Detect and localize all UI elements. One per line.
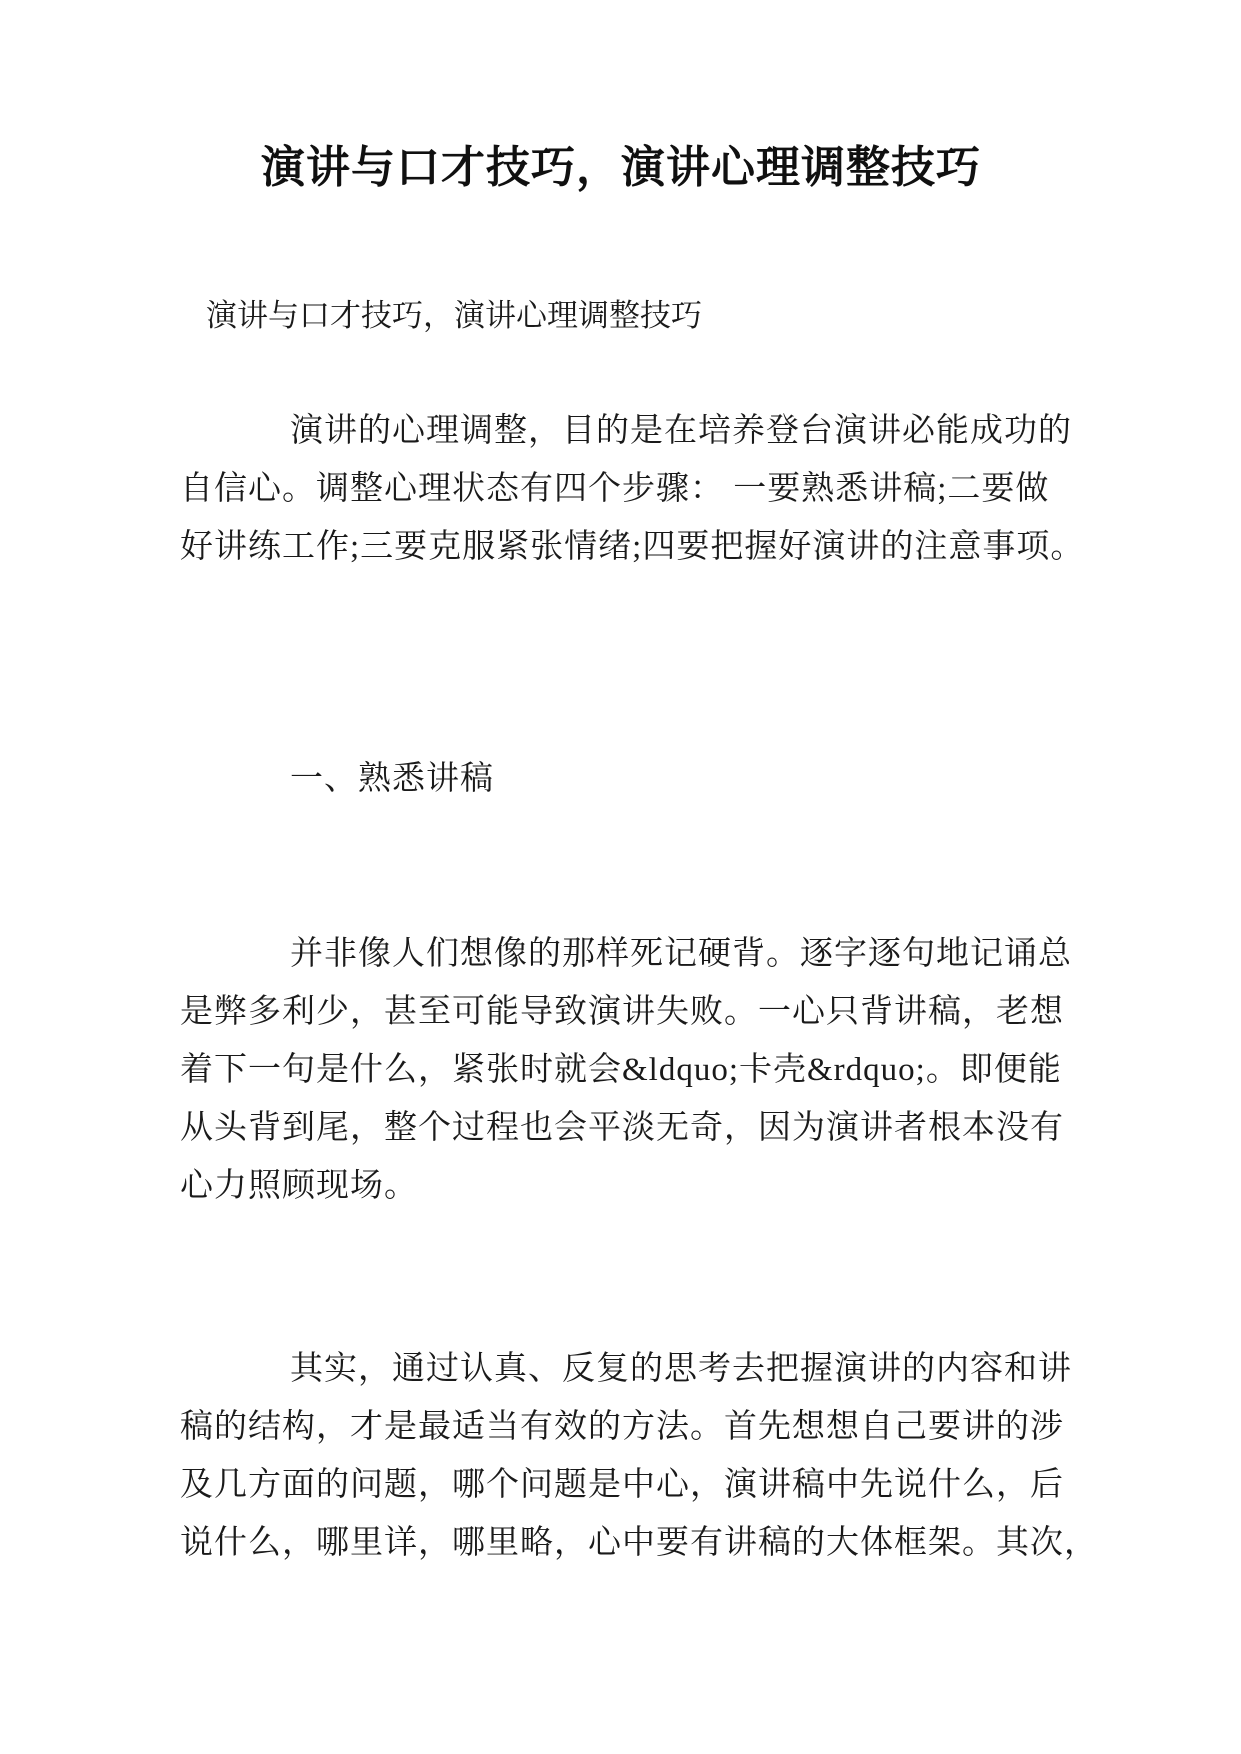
text-line: 及几方面的问题，哪个问题是中心，演讲稿中先说什么，后 [180, 1467, 1064, 1503]
text-line: 其实，通过认真、反复的思考去把握演讲的内容和讲 [290, 1351, 1072, 1387]
page-title: 演讲与口才技巧，演讲心理调整技巧 [261, 143, 981, 192]
text-line: 从头背到尾，整个过程也会平淡无奇，因为演讲者根本没有 [180, 1110, 1064, 1146]
intro-paragraph [180, 402, 1085, 576]
section1-paragraph-2 [180, 1340, 1098, 1572]
section1-paragraph-1 [180, 925, 1072, 1215]
text-line: 是弊多利少，甚至可能导致演讲失败。一心只背讲稿，老想 [180, 994, 1064, 1030]
text-line: 心力照顾现场。 [180, 1168, 418, 1204]
subtitle-line: 演讲与口才技巧，演讲心理调整技巧 [206, 298, 702, 333]
section-heading-1: 一、熟悉讲稿 [290, 761, 494, 797]
text-line: 并非像人们想像的那样死记硬背。逐字逐句地记诵总 [290, 936, 1072, 972]
text-line: 说什么，哪里详，哪里略，心中要有讲稿的大体框架。其次， [180, 1525, 1098, 1561]
text-line: 着下一句是什么，紧张时就会&ldquo;卡壳&rdquo;。即便能 [180, 1052, 1062, 1088]
text-line: 演讲的心理调整，目的是在培养登台演讲必能成功的 [290, 413, 1072, 449]
text-line: 自信心。调整心理状态有四个步骤： 一要熟悉讲稿;二要做 [180, 471, 1050, 507]
text-line: 稿的结构，才是最适当有效的方法。首先想想自己要讲的涉 [180, 1409, 1064, 1445]
text-line: 好讲练工作;三要克服紧张情绪;四要把握好演讲的注意事项。 [180, 529, 1085, 565]
